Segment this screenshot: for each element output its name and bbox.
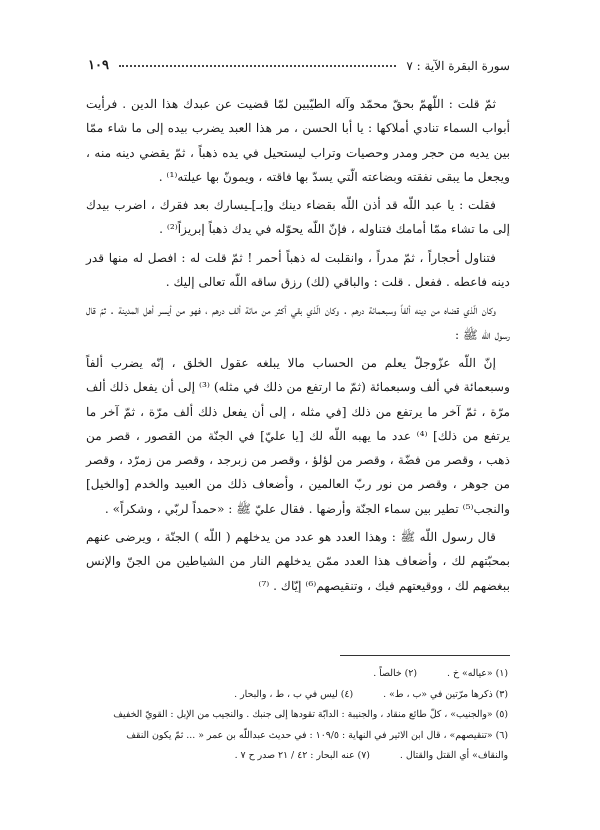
paragraph: فتناول أحجاراً ، ثمّ مدراً ، وانقلبت له ذهباً أحمر ! ثمّ قلت له : افصل له منها قدر دينه فاعطه . ففعل . قلت : والباقي (لك) رزق ساقه اللّه تعالى إليك . <box>86 250 510 290</box>
footnote-row <box>86 746 508 767</box>
footnote-7: (٧) عنه البحار : ٤٢ / ٢١ صدر ح ٧ . <box>234 750 370 761</box>
footnote-5: (٥) «والجنيب» ، كلّ طائع منقاد ، والجنيبة : الدابّة تقودها إلى جنبك . والنجيب من الإبل : القويّ الخفيف <box>113 709 508 720</box>
footnote-6: (٦) «تنقيصهم» ، قال ابن الاثير في النهاية : ١٠٩/٥ : في حديث عبداللّه بن عمر « ... ثمّ يكون النقف <box>126 729 508 741</box>
running-header <box>88 58 510 73</box>
main-text <box>86 92 510 602</box>
footnote-row <box>86 685 508 706</box>
footnote-row <box>86 664 508 685</box>
running-title: سورة البقرة الآية : ٧ <box>406 58 510 73</box>
page-number: ١٠٩ <box>88 58 109 73</box>
footnote-separator <box>340 655 510 656</box>
footnote-1: (١) «عياله» خ . <box>447 668 508 679</box>
paragraph: إنّ اللّه عزّوجلّ يعلم من الحساب مالا يبلغه عقول الخلق ، إنّه يضرب ألفاً وسبعمائة في ألف وسبعمائة (ثمّ ما ارتفع من ذلك في مثله) ⁽³⁾ إلى أن يفعل ذلك ألف مرّة ، ثمّ آخر ما يرتفع من ذلك [في مثله ، إلى أن يفعل ذلك ألف مرّة ، ثمّ آخر ما يرتفع من ذلك] ⁽⁴⁾ عدد ما يهبه اللّه لك [يا عليّ] في الجنّة من القصور ، قصر من ذهب ، وقصر من فضّة ، وقصر من لؤلؤ ، وقصر من زبرجد ، وقصر من زمرّد ، وقصر من جوهر ، وقصر من نور ربّ العالمين ، وأضعاف ذلك من العبيد والخدم [والخيل] والنجب⁽⁵⁾ تطير بين سماء الجنّة وأرضها . فقال عليّ ﷺ : «حمداً لربّي ، وشكراً» . <box>86 355 510 516</box>
header-dotted-rule <box>119 65 396 67</box>
footnote-4: (٤) ليس في ب ، ط ، والبحار . <box>234 688 354 700</box>
footnote-2: (٢) خالصاً . <box>373 668 418 679</box>
paragraph: وكان الّذي قضاه من دينه ألفاً وسبعمائة درهم . وكان الّذي بقي أكثر من مائة ألف درهم ، فهو من أيسر أهل المدينة . ثمّ قال رسول اللّه ﷺ : <box>86 303 510 342</box>
paragraph: ثمّ قلت : اللّهمّ بحقّ محمّد وآله الطيّبين لمّا قضيت عن عبدك هذا الدين . فرأيت أبواب السماء تنادي أملاكها : يا أبا الحسن ، مر هذا العبد يضرب بيده إلى ما شاء ممّا بين يديه من حجر ومدر وحصيات وتراب ليستحيل في يده ذهباً ، ثمّ يقضي دينه منه ، ويجعل ما يبقى نفقته وبضاعته الّتي يسدّ بها فاقته ، ويمونّ بها عيلته⁽¹⁾ . <box>86 97 510 184</box>
footnote-6-continued: والنقاف» أي القتل والقتال . <box>399 750 508 761</box>
footnotes <box>86 664 508 767</box>
footnote-3: (٣) ذكرها مرّتين في «ب ، ط» . <box>383 688 508 700</box>
paragraph: فقلت : يا عبد اللّه قد أذن اللّه بقضاء دينك و[بـ]ـيسارك بعد فقرك ، اضرب بيدك إلى ما تشاء ممّا أمامك فتناوله ، فإنّ اللّه يحوّله في يدك ذهباً إبريزاً⁽²⁾ . <box>86 198 510 237</box>
paragraph: قال رسول اللّه ﷺ : وهذا العدد هو عدد من يدخلهم ( اللّه ) الجنّة ، ويرضى عنهم بمحبّتهم لك ، وأضعاف هذا العدد ممّن يدخلهم النار من الشياطين من الجنّ والإنس ببغضهم لك ، ووقيعتهم فيك ، وتنقيصهم⁽⁶⁾ إيّاك . ⁽⁷⁾ <box>86 530 510 593</box>
